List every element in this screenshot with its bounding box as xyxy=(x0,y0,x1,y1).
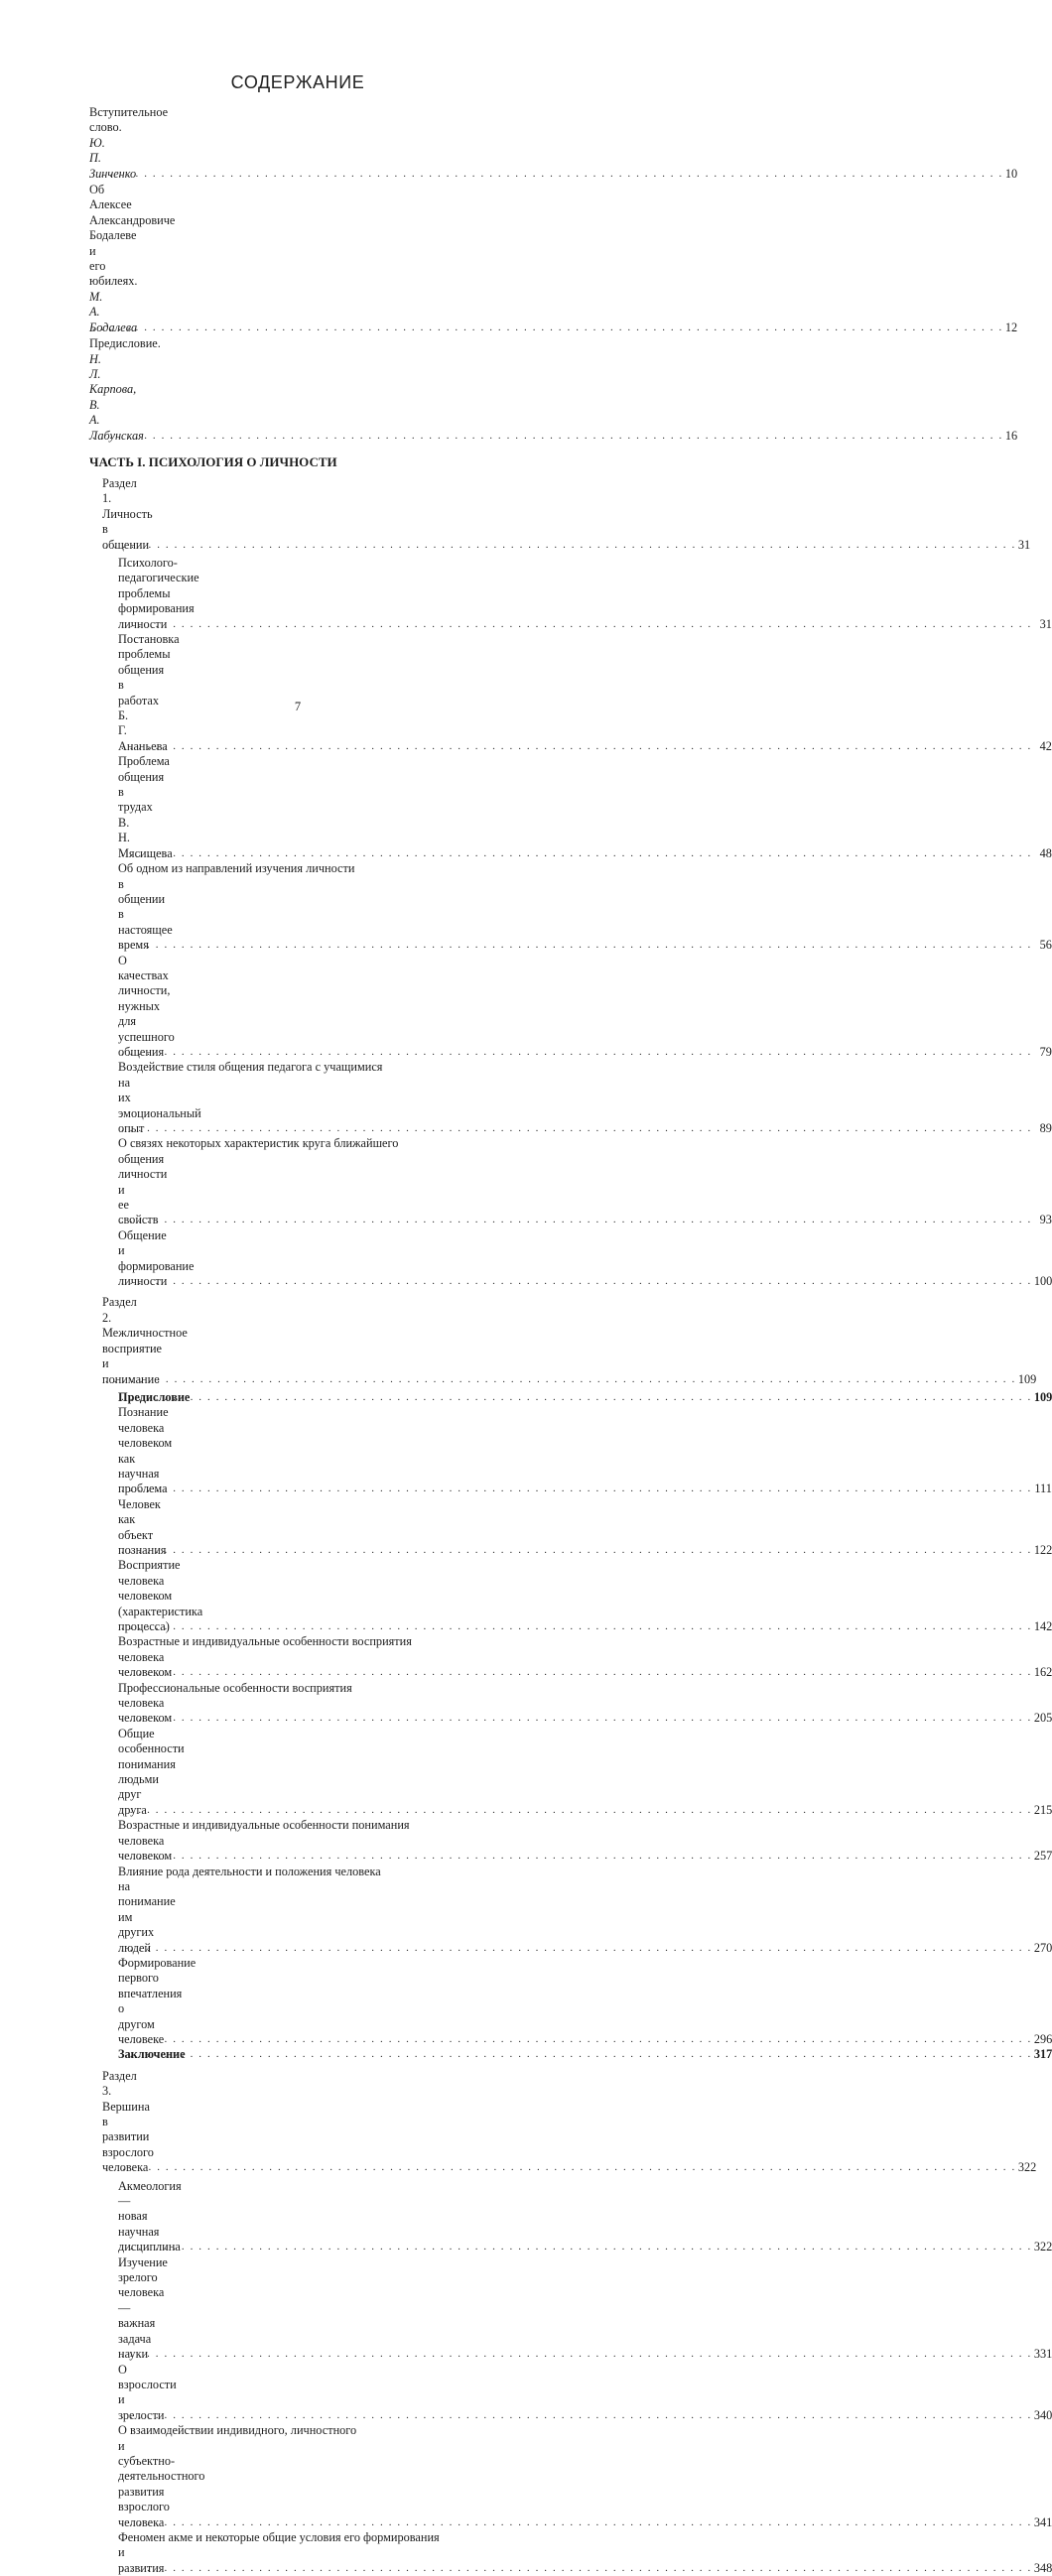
entry-last-line xyxy=(118,876,1052,954)
entry-title: и субъектно-деятельностного развития взрослого человека xyxy=(118,2438,205,2529)
entry-title: человека человеком xyxy=(118,1696,173,1726)
entry-page: 100 xyxy=(1033,1274,1052,1289)
toc-entry xyxy=(118,632,1052,754)
dot-leader xyxy=(121,617,1032,632)
entry-title: Человек как объект познания xyxy=(118,1496,167,1557)
entry-line: Возрастные и индивидуальные особенности понимания xyxy=(118,1818,410,1833)
dot-leader xyxy=(121,2032,1032,2047)
entry-title: на понимание им других людей xyxy=(118,1878,176,1955)
entry-last-line xyxy=(118,1878,1052,1956)
entry-title: Изучение зрелого человека — важная задача науки xyxy=(118,2254,168,2362)
dot-leader xyxy=(121,1543,1032,1558)
toc-entry xyxy=(89,1818,1052,1864)
entry-page: 111 xyxy=(1034,1481,1052,1496)
dot-leader xyxy=(121,1481,1032,1496)
dot-leader xyxy=(121,1045,1032,1060)
toc-entry xyxy=(89,861,1052,953)
section-title: Раздел 3. Вершина в развитии взрослого человека xyxy=(102,2068,154,2175)
entry-author: Н. Л. Карпова, В. А. Лабунская xyxy=(89,351,144,443)
entry-page: 162 xyxy=(1033,1665,1052,1680)
entry-title: Заключение xyxy=(118,2047,186,2062)
dot-leader xyxy=(121,1390,1032,1405)
entry-page: 142 xyxy=(1033,1619,1052,1633)
section-entry xyxy=(102,1295,1037,1386)
dot-leader xyxy=(121,1121,1032,1136)
toc-entry xyxy=(89,1634,1052,1680)
dot-leader xyxy=(121,1711,1032,1726)
entry-title: Общие особенности понимания людьми друг друга xyxy=(118,1726,185,1817)
entry-line: Феномен акме и некоторые общие условия его формирования xyxy=(118,2529,440,2544)
dot-leader xyxy=(105,1372,1016,1387)
toc-entry xyxy=(118,2047,1052,2062)
entry-title: и развития xyxy=(118,2545,165,2575)
dot-leader xyxy=(121,846,1032,861)
entry-title: человека человеком xyxy=(118,1649,173,1680)
toc-entry xyxy=(89,1680,1052,1727)
entry-author: Ю. П. Зинченко xyxy=(89,135,137,181)
entry-page: 215 xyxy=(1033,1802,1052,1817)
dot-leader xyxy=(121,1619,1032,1634)
toc-entry xyxy=(89,336,1018,444)
entry-last-line xyxy=(118,1696,1052,1727)
entry-page: 122 xyxy=(1033,1542,1052,1557)
dot-leader xyxy=(121,938,1032,953)
entry-page: 109 xyxy=(1017,1371,1037,1386)
entry-title: О взрослости и зрелости xyxy=(118,2362,177,2422)
entry-title: Общение и формирование личности xyxy=(118,1227,195,1289)
toc-section xyxy=(89,1295,1052,2062)
toc-entry xyxy=(89,2423,1052,2530)
toc-entry xyxy=(89,1864,1052,1956)
entry-last-line xyxy=(118,1075,1052,1137)
entry-title: Восприятие человека человеком (характеристика процесса) xyxy=(118,1558,203,1633)
dot-leader xyxy=(121,1274,1032,1289)
entry-page: 341 xyxy=(1033,2514,1052,2529)
entry-last-line xyxy=(118,1833,1052,1865)
dot-leader xyxy=(121,2347,1032,2362)
entry-page: 340 xyxy=(1033,2407,1052,2422)
entry-page: 317 xyxy=(1033,2047,1052,2062)
dot-leader xyxy=(92,321,1003,335)
entry-title: на их эмоциональный опыт xyxy=(118,1075,201,1135)
entry-page: 257 xyxy=(1033,1849,1052,1864)
entry-page: 10 xyxy=(1004,166,1018,181)
toc-entry xyxy=(118,1405,1052,1496)
entry-title: Постановка проблемы общения в работах Б. Г. Ананьева xyxy=(118,632,180,753)
entry-line: Возрастные и индивидуальные особенности восприятия xyxy=(118,1634,412,1649)
entry-title: О качествах личности, нужных для успешного общения xyxy=(118,953,175,1059)
entry-last-line xyxy=(118,2545,1052,2576)
dot-leader xyxy=(121,2408,1032,2423)
toc-sections xyxy=(89,475,1052,2576)
dot-leader xyxy=(121,1213,1032,1227)
dot-leader xyxy=(121,1803,1032,1818)
entry-author: М. А. Бодалева xyxy=(89,289,138,334)
entry-page: 31 xyxy=(1017,537,1031,552)
entry-page: 16 xyxy=(1004,428,1018,443)
entry-line: Воздействие стиля общения педагога с учащимися xyxy=(118,1060,383,1075)
entry-title: Проблема общения в трудах В. Н. Мясищева xyxy=(118,754,173,860)
dot-leader xyxy=(121,1941,1032,1956)
entry-page: 296 xyxy=(1033,2031,1052,2046)
entry-title: Акмеология — новая научная дисциплина xyxy=(118,2178,182,2254)
toc-section xyxy=(89,2068,1052,2576)
entry-page: 42 xyxy=(1039,738,1052,753)
entry-page: 348 xyxy=(1033,2560,1052,2575)
toc-entry xyxy=(118,555,1052,632)
dot-leader xyxy=(121,1665,1032,1680)
toc-entry xyxy=(89,2529,1052,2576)
dot-leader xyxy=(105,2160,1016,2175)
section-title: Раздел 1. Личность в общении xyxy=(102,475,153,552)
dot-leader xyxy=(92,167,1003,182)
section-entry xyxy=(102,2068,1037,2176)
entry-line: Профессиональные особенности восприятия xyxy=(118,1680,352,1695)
entry-page: 79 xyxy=(1039,1044,1052,1059)
entry-page: 31 xyxy=(1039,616,1052,631)
toc-section xyxy=(89,475,1052,1290)
toc-entry xyxy=(118,1389,1052,1405)
toc-entry xyxy=(118,2362,1052,2424)
page-title: СОДЕРЖАНИЕ xyxy=(230,72,365,92)
entry-page: 48 xyxy=(1039,845,1052,860)
toc-entry xyxy=(118,1227,1052,1290)
toc-entry xyxy=(118,2178,1052,2255)
entry-title: общения личности и ее свойств xyxy=(118,1151,168,1227)
entry-page: 322 xyxy=(1033,2240,1052,2254)
entry-page: 56 xyxy=(1039,938,1052,953)
part-title: ЧАСТЬ I. ПСИХОЛОГИЯ О ЛИЧНОСТИ xyxy=(89,453,337,469)
toc-entry xyxy=(89,1136,1052,1227)
dot-leader xyxy=(121,2047,1032,2062)
toc-entry xyxy=(118,1726,1052,1818)
entry-title: человека человеком xyxy=(118,1833,173,1864)
toc-entry xyxy=(89,1060,1052,1136)
entry-last-line xyxy=(118,1649,1052,1681)
entry-page: 93 xyxy=(1039,1213,1052,1227)
toc-entry xyxy=(118,754,1052,861)
entry-page: 12 xyxy=(1004,320,1018,334)
dot-leader xyxy=(121,2240,1032,2254)
toc-entry xyxy=(118,953,1052,1061)
table-of-contents xyxy=(89,105,1052,2576)
entry-title: Предисловие xyxy=(118,1389,191,1404)
toc-entry xyxy=(118,2254,1052,2363)
section-title: Раздел 2. Межличностное восприятие и понимание xyxy=(102,1295,188,1386)
toc-entry xyxy=(89,105,1018,182)
entry-page: 109 xyxy=(1033,1389,1052,1404)
entry-title: Вступительное слово. xyxy=(89,105,169,135)
dot-leader xyxy=(121,1849,1032,1864)
toc-entry xyxy=(118,1496,1052,1559)
entry-line: Об одном из направлений изучения личности xyxy=(118,861,355,876)
toc-entry xyxy=(89,183,1018,335)
dot-leader xyxy=(121,2561,1032,2576)
entry-page: 270 xyxy=(1033,1940,1052,1955)
dot-leader xyxy=(121,2515,1032,2530)
entry-title: Формирование первого впечатления о другом человеке xyxy=(118,1955,197,2046)
toc-entry xyxy=(118,1955,1052,2047)
entry-title: Предисловие. xyxy=(89,336,161,351)
entry-title: в общении в настоящее время xyxy=(118,876,173,953)
dot-leader xyxy=(121,739,1032,754)
entry-page: 89 xyxy=(1039,1121,1052,1135)
dot-leader xyxy=(92,429,1003,444)
entry-page: 331 xyxy=(1033,2347,1052,2362)
entry-last-line xyxy=(118,1151,1052,1228)
entry-title: Об Алексее Александровиче Бодалеве и его юбилеях. xyxy=(89,183,176,289)
entry-title: Психолого-педагогические проблемы формирования личности xyxy=(118,555,199,631)
entry-page: 322 xyxy=(1017,2160,1037,2175)
entry-line: О взаимодействии индивидного, личностного xyxy=(118,2423,357,2438)
dot-leader xyxy=(105,538,1016,553)
entry-title: Познание человека человеком как научная проблема xyxy=(118,1405,173,1496)
entry-line: Влияние рода деятельности и положения человека xyxy=(118,1864,381,1878)
page-number: 7 xyxy=(294,700,302,713)
entry-line: О связях некоторых характеристик круга ближайшего xyxy=(118,1136,399,1151)
section-entry xyxy=(102,475,1031,553)
front-matter xyxy=(89,105,1018,444)
entry-page: 205 xyxy=(1033,1711,1052,1726)
toc-entry xyxy=(118,1558,1052,1634)
entry-last-line xyxy=(118,2438,1052,2530)
